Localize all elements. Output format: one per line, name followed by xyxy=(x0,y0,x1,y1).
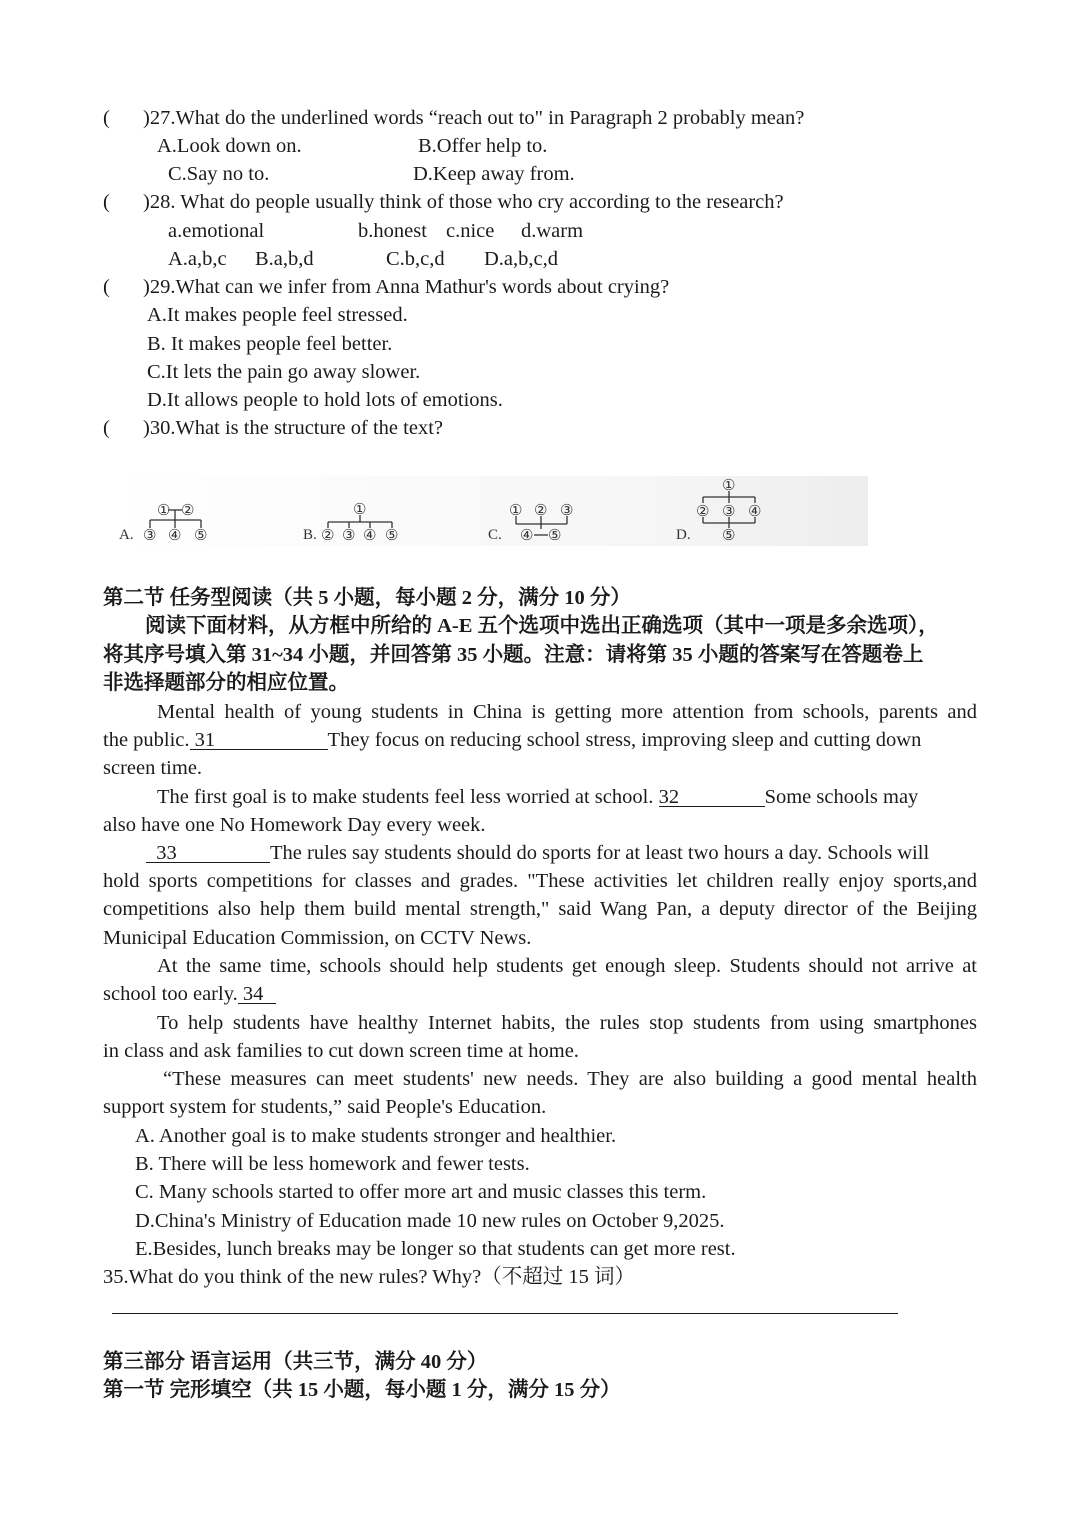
section2-instructions-line3: 非选择题部分的相应位置。 xyxy=(103,672,349,694)
passage-p1-line3: screen time. xyxy=(103,757,203,779)
answer-paren: ( xyxy=(103,191,110,213)
passage-p5-line2: in class and ask families to cut down screen time at home. xyxy=(103,1040,579,1062)
q28-option-a: A.a,b,c xyxy=(168,248,227,270)
q27-option-c: C.Say no to. xyxy=(168,163,270,185)
passage-p3-line4: Municipal Education Commission, on CCTV News. xyxy=(103,927,532,949)
diagram-d-label: D. xyxy=(676,527,691,543)
diagram-a-node-5: ⑤ xyxy=(194,528,208,544)
passage-p3-line2: hold sports competitions for classes and grades. "These activities let children really enjoy sports,and xyxy=(103,870,977,892)
q27-option-d: D.Keep away from. xyxy=(413,163,575,185)
option-d: D.China's Ministry of Education made 10 new rules on October 9,2025. xyxy=(135,1210,725,1232)
answer-paren: ( xyxy=(103,276,110,298)
blank-number: 31 xyxy=(194,729,216,751)
passage-text: school too early. xyxy=(103,983,238,1005)
q30-stem: )30.What is the structure of the text? xyxy=(143,417,443,439)
option-b: B. There will be less homework and fewer tests. xyxy=(135,1153,530,1175)
diagram-c-node-5: ⑤ xyxy=(548,528,562,544)
option-c: C. Many schools started to offer more art and music classes this term. xyxy=(135,1181,707,1203)
passage-p6-line2: support system for students,” said People's Education. xyxy=(103,1096,547,1118)
blank-number: 34 xyxy=(242,983,264,1005)
diagram-d-node-5: ⑤ xyxy=(722,528,736,544)
diagram-a-node-4: ④ xyxy=(168,528,182,544)
blank-31 xyxy=(190,729,328,750)
passage-text: The rules say students should do sports for at least two hours a day. Schools will xyxy=(270,842,930,864)
option-a: A. Another goal is to make students stronger and healthier. xyxy=(135,1125,617,1147)
diagram-c-label: C. xyxy=(488,527,502,543)
diagram-c-node-1: ① xyxy=(509,503,523,519)
q27-stem: )27.What do the underlined words “reach out to" in Paragraph 2 probably mean? xyxy=(143,107,805,129)
diagram-b-node-2: ② xyxy=(321,528,335,544)
answer-paren: ( xyxy=(103,107,110,129)
q28-item-d: d.warm xyxy=(521,220,584,242)
diagram-d-node-4: ④ xyxy=(748,504,762,520)
passage-text: the public. xyxy=(103,729,190,751)
passage-p6-line1: “These measures can meet students' new needs. They are also building a good mental health xyxy=(163,1068,977,1090)
blank-34 xyxy=(238,983,276,1004)
diagram-a-node-1: ① xyxy=(157,503,171,519)
diagram-b-node-3: ③ xyxy=(342,528,356,544)
q28-item-a: a.emotional xyxy=(168,220,265,242)
diagram-a-node-3: ③ xyxy=(143,528,157,544)
q27-option-a: A.Look down on. xyxy=(157,135,302,157)
passage-p4-line2 xyxy=(103,981,276,1007)
q28-item-c: c.nice xyxy=(446,220,495,242)
passage-text: They focus on reducing school stress, improving sleep and cutting down xyxy=(327,729,922,751)
blank-number: 32 xyxy=(658,786,680,808)
passage-text: The first goal is to make students feel less worried at school. xyxy=(157,786,654,808)
diagram-b-node-5: ⑤ xyxy=(385,528,399,544)
part3-subheading: 第一节 完形填空（共 15 小题，每小题 1 分，满分 15 分） xyxy=(103,1379,621,1401)
passage-p3-line3: competitions also help them build mental strength," said Wang Pan, a deputy director of the Beijing xyxy=(103,898,977,920)
q27-option-b: B.Offer help to. xyxy=(418,135,548,157)
blank-33 xyxy=(146,842,270,863)
q29-option-c: C.It lets the pain go away slower. xyxy=(147,361,421,383)
q28-option-c: C.b,c,d xyxy=(386,248,445,270)
diagram-b-node-1: ① xyxy=(353,502,367,518)
structure-diagrams xyxy=(0,0,1080,560)
q29-option-a: A.It makes people feel stressed. xyxy=(147,304,408,326)
passage-p4-line1: At the same time, schools should help students get enough sleep. Students should not arrive at xyxy=(157,955,977,977)
diagram-a-label: A. xyxy=(119,527,134,543)
section2-instructions-line1: 阅读下面材料，从方框中所给的 A-E 五个选项中选出正确选项（其中一项是多余选项）， xyxy=(145,615,939,637)
q29-stem: )29.What can we infer from Anna Mathur's words about crying? xyxy=(143,276,670,298)
passage-p5-line1: To help students have healthy Internet habits, the rules stop students from using smartphones xyxy=(157,1012,977,1034)
passage-p3-line1 xyxy=(146,840,929,866)
passage-p1-line2 xyxy=(103,727,921,753)
q35-answer-line xyxy=(112,1313,898,1314)
answer-paren: ( xyxy=(103,417,110,439)
q28-stem: )28. What do people usually think of those who cry according to the research? xyxy=(143,191,784,213)
q35-prompt: 35.What do you think of the new rules? Why?（不超过 15 词） xyxy=(103,1266,635,1288)
diagram-b-node-4: ④ xyxy=(363,528,377,544)
diagram-a-node-2: ② xyxy=(181,503,195,519)
diagram-d-node-1: ① xyxy=(722,478,736,494)
q29-option-d: D.It allows people to hold lots of emotions. xyxy=(147,389,503,411)
diagram-c-node-4: ④ xyxy=(520,528,534,544)
passage-p1-line1: Mental health of young students in China is getting more attention from schools, parents and xyxy=(157,701,977,723)
passage-p2-line2: also have one No Homework Day every week. xyxy=(103,814,486,836)
diagram-c-node-2: ② xyxy=(534,503,548,519)
option-e: E.Besides, lunch breaks may be longer so that students can get more rest. xyxy=(135,1238,736,1260)
q28-option-d: D.a,b,c,d xyxy=(484,248,559,270)
diagram-c-node-3: ③ xyxy=(560,503,574,519)
passage-p2-line1 xyxy=(157,784,918,810)
diagram-d-node-3: ③ xyxy=(722,504,736,520)
passage-text: Some schools may xyxy=(764,786,919,808)
diagram-d-node-2: ② xyxy=(696,504,710,520)
blank-32 xyxy=(659,786,765,807)
section2-heading: 第二节 任务型阅读（共 5 小题，每小题 2 分，满分 10 分） xyxy=(103,587,631,609)
q28-item-b: b.honest xyxy=(358,220,427,242)
diagram-b-label: B. xyxy=(303,527,317,543)
q29-option-b: B. It makes people feel better. xyxy=(147,333,393,355)
blank-number: 33 xyxy=(156,842,177,864)
q28-option-b: B.a,b,d xyxy=(255,248,314,270)
section2-instructions-line2: 将其序号填入第 31~34 小题，并回答第 35 小题。注意：请将第 35 小题的答案写在答题卷上 xyxy=(103,644,924,666)
part3-heading: 第三部分 语言运用（共三节，满分 40 分） xyxy=(103,1351,488,1373)
